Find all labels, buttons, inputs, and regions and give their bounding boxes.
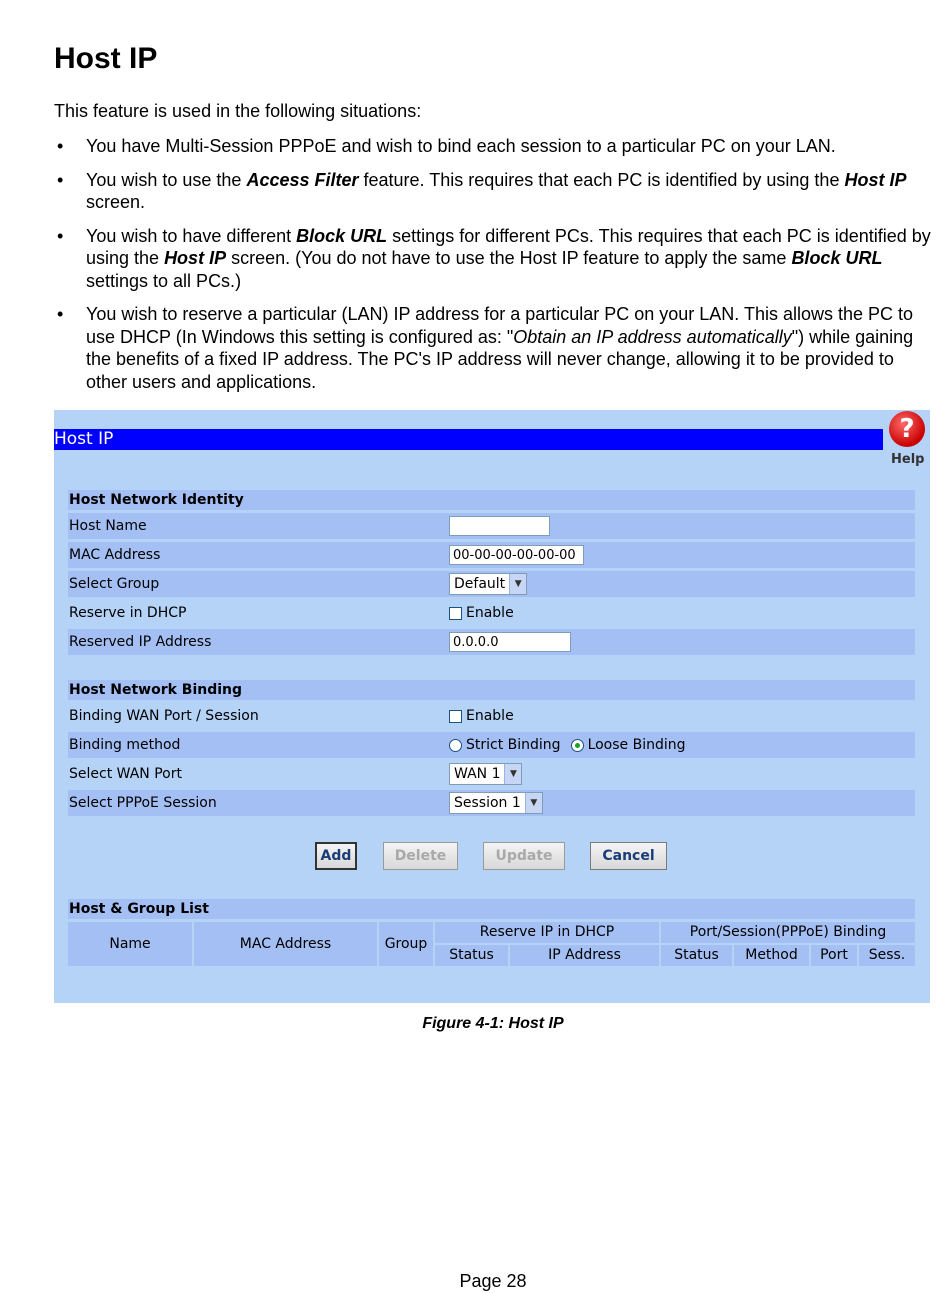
bullet-text: Host IP xyxy=(844,169,907,190)
bullet-text: ") while gaining the benefits of a fixed IP address. The PC's IP address will never change, allowing it to be provided to other users and applications. xyxy=(86,326,914,392)
bullet-text: Obtain an IP address automatically xyxy=(513,326,792,347)
host-network-identity-section xyxy=(68,490,915,655)
list-item xyxy=(54,225,934,293)
cancel-button[interactable]: Cancel xyxy=(590,842,667,870)
help-button[interactable] xyxy=(887,410,929,470)
bullet-text: Block URL xyxy=(296,225,388,246)
binding-enable-checkbox[interactable] xyxy=(449,710,462,723)
bullet-text: You wish to have different xyxy=(86,225,297,246)
bullet-icon: • xyxy=(57,304,64,324)
select-group-row xyxy=(68,571,915,597)
bullet-icon: • xyxy=(57,136,64,156)
reserved-ip-input[interactable] xyxy=(449,632,571,652)
column-header-status: Status xyxy=(435,945,508,966)
screen-title-bar xyxy=(54,429,883,450)
column-header-reserve-ip: Reserve IP in DHCP xyxy=(435,922,659,943)
bullet-text: settings for different PCs. This requires that each PC is identified by using the xyxy=(86,225,931,268)
chevron-down-icon: ▼ xyxy=(509,574,526,594)
update-button[interactable]: Update xyxy=(483,842,565,870)
binding-method-label: Binding method xyxy=(69,737,181,753)
bullet-text: You have Multi-Session PPPoE and wish to bind each session to a particular PC on your LAN. xyxy=(86,136,836,156)
bullet-text: settings to all PCs.) xyxy=(86,270,242,291)
mac-address-row xyxy=(68,542,915,568)
column-header-port: Port xyxy=(811,945,857,966)
bullet-text: You wish to reserve a particular (LAN) IP address for a particular PC on your LAN. This allows the PC to use DHCP (In Windows this setting is configured as: " xyxy=(86,304,914,347)
bullet-text: You wish to use the xyxy=(86,169,247,190)
mac-address-label: MAC Address xyxy=(69,547,161,563)
host-group-list-heading: Host & Group List xyxy=(68,899,915,919)
intro-text: This feature is used in the following situations: xyxy=(54,101,422,121)
wan-port-row xyxy=(68,761,915,787)
reserve-dhcp-option: Enable xyxy=(466,605,514,621)
bullet-text: feature. This requires that each PC is identified by using the xyxy=(358,169,845,190)
section-heading: Host Network Binding xyxy=(68,680,915,700)
strict-binding-radio[interactable] xyxy=(449,739,462,752)
list-item xyxy=(54,135,934,158)
bullet-text: Block URL xyxy=(791,248,883,268)
binding-enable-option: Enable xyxy=(466,708,514,724)
mac-address-input[interactable] xyxy=(449,545,584,565)
list-item xyxy=(54,303,934,393)
binding-method-row xyxy=(68,732,915,758)
column-header-method: Method xyxy=(734,945,809,966)
host-ip-screenshot xyxy=(54,410,930,1003)
host-name-row xyxy=(68,513,915,539)
reserved-ip-label: Reserved IP Address xyxy=(69,634,212,650)
screen-title: Host IP xyxy=(54,429,114,449)
column-header-binding: Port/Session(PPPoE) Binding xyxy=(661,922,915,943)
host-network-binding-section xyxy=(68,680,915,816)
host-name-label: Host Name xyxy=(69,518,147,534)
bullet-text: screen. (You do not have to use the Host IP feature to apply the same xyxy=(226,248,792,268)
bullet-icon: • xyxy=(57,225,64,246)
wan-port-label: Select WAN Port xyxy=(69,766,182,782)
situation-list xyxy=(54,135,934,404)
column-header-binding-status: Status xyxy=(661,945,732,966)
figure-caption: Figure 4-1: Host IP xyxy=(422,1015,564,1032)
host-name-input[interactable] xyxy=(449,516,550,536)
bullet-icon: • xyxy=(57,169,64,190)
reserve-dhcp-label: Reserve in DHCP xyxy=(69,605,187,621)
chevron-down-icon: ▼ xyxy=(525,793,542,813)
wan-port-select[interactable]: WAN 1 ▼ xyxy=(449,763,522,785)
add-button[interactable]: Add xyxy=(315,842,357,870)
list-item xyxy=(54,169,934,214)
page-title: Host IP xyxy=(54,42,158,75)
loose-binding-option: Loose Binding xyxy=(587,737,686,753)
reserve-dhcp-row xyxy=(68,600,915,626)
pppoe-session-select[interactable]: Session 1 ▼ xyxy=(449,792,543,814)
help-label: Help xyxy=(891,452,925,467)
column-header-group: Group xyxy=(379,922,433,966)
bullet-text: Host IP xyxy=(164,248,227,268)
loose-binding-radio[interactable] xyxy=(571,739,584,752)
chevron-down-icon: ▼ xyxy=(504,764,521,784)
column-header-name: Name xyxy=(68,922,192,966)
column-header-mac: MAC Address xyxy=(194,922,377,966)
column-header-ip-address: IP Address xyxy=(510,945,659,966)
bullet-text: screen. xyxy=(86,192,146,212)
strict-binding-option: Strict Binding xyxy=(466,737,561,753)
delete-button[interactable]: Delete xyxy=(383,842,458,870)
page-number: Page 28 xyxy=(459,1271,527,1291)
select-group-label: Select Group xyxy=(69,576,160,592)
binding-port-row xyxy=(68,703,915,729)
bullet-text: Access Filter xyxy=(246,169,359,190)
column-header-session: Sess. xyxy=(859,945,915,966)
reserve-dhcp-checkbox[interactable] xyxy=(449,607,462,620)
reserved-ip-row xyxy=(68,629,915,655)
help-icon: ? xyxy=(889,411,925,447)
section-heading: Host Network Identity xyxy=(68,490,915,510)
pppoe-session-label: Select PPPoE Session xyxy=(69,795,217,811)
pppoe-session-row xyxy=(68,790,915,816)
binding-port-label: Binding WAN Port / Session xyxy=(69,708,259,724)
group-select[interactable]: Default ▼ xyxy=(449,573,527,595)
